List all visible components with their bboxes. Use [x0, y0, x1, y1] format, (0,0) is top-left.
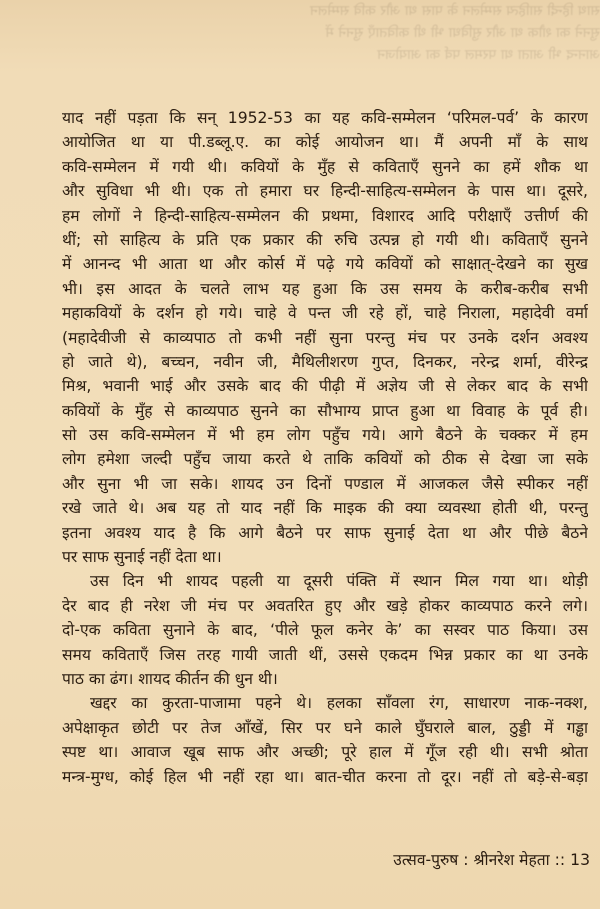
text-line: पाठ का ढंग। शायद कीर्तन की धुन थी।: [62, 669, 278, 688]
text-line: देर बाद ही नरेश जी मंच पर अवतरित हुए और खड़े होकर काव्यपाठ करने लगे।: [62, 596, 588, 615]
text-line: भी। इस आदत के चलते लाभ यह हुआ कि उस समय के करीब-करीब सभी: [62, 279, 588, 298]
text-line: महाकवियों के दर्शन हो गये। चाहे वे पन्त जी रहे हों, चाहे निराला, महादेवी वर्मा: [62, 304, 588, 323]
body-text: [62, 106, 588, 841]
text-line: कवियों के मुँह से काव्यपाठ सुनने का सौभाग्य प्राप्त हुआ था विवाह के पूर्व ही।: [62, 401, 588, 420]
text-line: थीं; सो साहित्य के प्रति एक प्रकार की रुचि उत्पन्न हो गयी थी। कविताएँ सुनने: [62, 230, 588, 249]
text-line: पर साफ सुनाई नहीं देता था।: [62, 548, 222, 567]
footer-separator: ::: [554, 851, 566, 869]
text-line: हम लोगों ने हिन्दी-साहित्य-सम्मेलन की प्रथमा, विशारद आदि परीक्षाएँ उत्तीर्ण की: [62, 206, 588, 225]
text-line: कवि-सम्मेलन में गयी थी। कवियों के मुँह से कविताएँ सुनने का हमें शौक था: [62, 157, 588, 176]
bleed-line: आनन्द भी आता था परमल पर्व का आयोजन: [377, 47, 600, 63]
text-line: हो जाते थे), बच्चन, नवीन जी, मैथिलीशरण गुप्त, दिनकर, नरेन्द्र शर्मा, वीरेन्द्र: [62, 352, 588, 371]
text-line: और सुना भी जा सके। शायद उन दिनों पण्डाल में आजकल जैसे स्पीकर नहीं: [62, 474, 588, 493]
bleed-through-text: [80, 0, 600, 70]
text-line: दो-एक कविता सुनाने के बाद, ‘पीले फूल कनेर के’ का सस्वर पाठ किया। उस: [62, 621, 588, 640]
bleed-line: साथ हिन्दी साहित्य सम्मेलन के पास था और कवि सम्मेलन: [309, 3, 600, 19]
text-line: में आनन्द भी आता था और कोर्स में पढ़े गये कवियों को साक्षात्-देखने का सुख: [62, 255, 588, 274]
running-footer: [300, 848, 590, 872]
text-line: रखे जाते थे। अब यह तो याद नहीं कि माइक की क्या व्यवस्था होती थी, परन्तु: [62, 499, 588, 518]
text-line: स्पष्ट था। आवाज खूब साफ और अच्छी; पूरे हाल में गूँज रही थी। सभी श्रोता: [62, 743, 588, 762]
text-line: और सुविधा भी थी। एक तो हमारा घर हिन्दी-साहित्य-सम्मेलन के पास था। दूसरे,: [62, 182, 588, 201]
footer-book-title: उत्सव-पुरुष : श्रीनरेश मेहता: [393, 851, 550, 869]
text-line: याद नहीं पड़ता कि सन् 1952-53 का यह कवि-सम्मेलन ‘परिमल-पर्व’ के कारण: [62, 109, 588, 127]
bleed-line: सुनने का शौक था और सुविधा भी थी कविताएँ सुनने में: [325, 25, 600, 41]
text-line: खद्दर का कुरता-पाजामा पहने थे। हलका साँवला रंग, साधारण नाक-नक्श,: [90, 694, 588, 713]
text-line: मन्त्र-मुग्ध, कोई हिल भी नहीं रहा था। बात-चीत करना तो दूर। नहीं तो बड़े-से-बड़ा: [62, 767, 588, 786]
text-line: इतना अवश्य याद है कि आगे बैठने पर साफ सुनाई देता था और पीछे बैठने: [62, 523, 588, 542]
page-number: 13: [570, 851, 590, 869]
text-line: (महादेवीजी से काव्यपाठ तो कभी नहीं सुना परन्तु मंच पर उनके दर्शन अवश्य: [62, 328, 588, 347]
text-line: लोग हमेशा जल्दी पहुँच जाया करते थे ताकि कवियों को ठीक से देखा जा सके: [62, 450, 588, 469]
text-line: मिश्र, भवानी भाई और उसके बाद की पीढ़ी में अज्ञेय जी से लेकर बाद के सभी: [62, 377, 588, 396]
text-line: उस दिन भी शायद पहली या दूसरी पंक्ति में स्थान मिल गया था। थोड़ी: [90, 572, 588, 591]
text-line: समय कविताएँ जिस तरह गायी जाती थीं, उससे एकदम भिन्न प्रकार का था उनके: [62, 645, 588, 664]
text-line: आयोजित था या पी.डब्लू.ए. का कोई आयोजन था। मैं अपनी माँ के साथ: [62, 133, 588, 152]
text-line: सो उस कवि-सम्मेलन में भी हम लोग पहुँच गये। आगे बैठने के चक्कर में हम: [62, 426, 588, 445]
text-line: अपेक्षाकृत छोटी पर तेज आँखें, सिर पर घने काले घुँघराले बाल, ठुड्डी में गड्ढा: [62, 718, 588, 737]
